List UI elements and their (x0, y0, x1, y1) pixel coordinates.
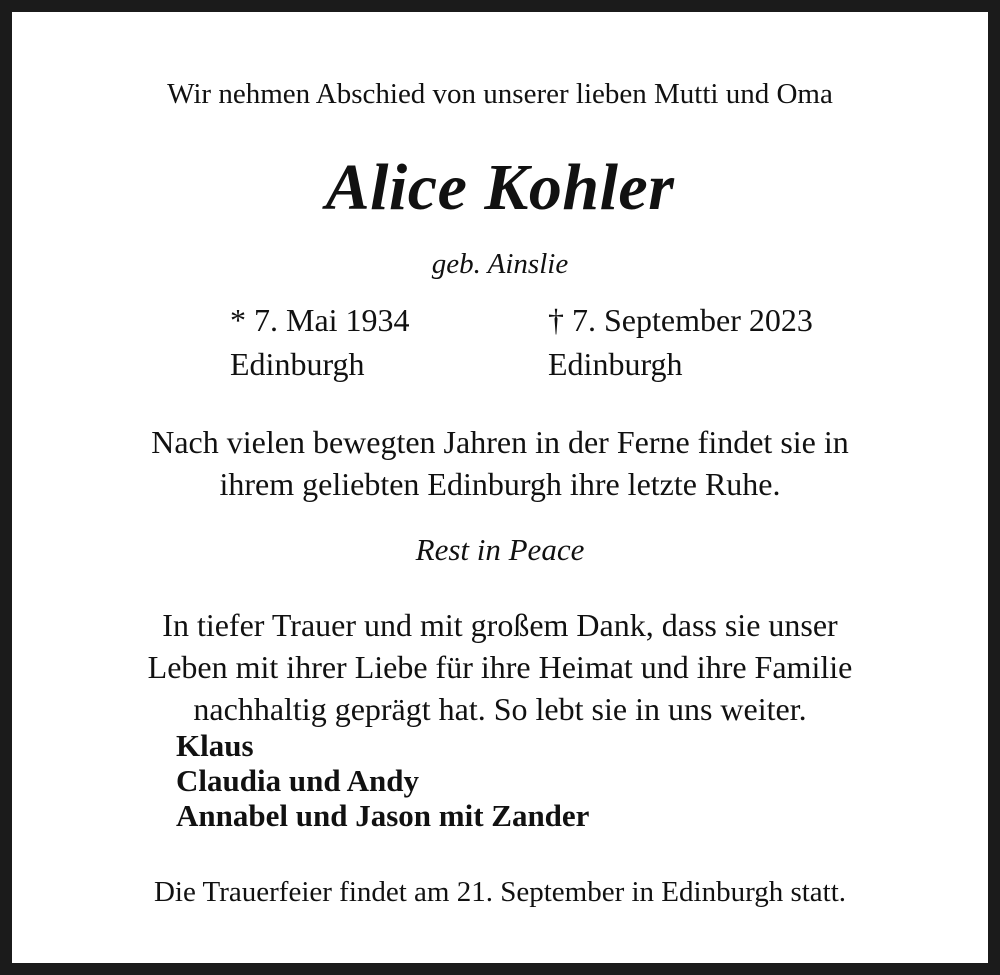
mourner: Annabel und Jason mit Zander (176, 798, 590, 833)
birth-place: Edinburgh (230, 346, 365, 382)
deceased-name: Alice Kohler (325, 151, 675, 224)
mourners-list (176, 728, 589, 833)
gratitude-line: In tiefer Trauer und mit großem Dank, dass sie unser (162, 607, 838, 643)
gratitude-line: nachhaltig geprägt hat. So lebt sie in uns weiter. (193, 691, 807, 727)
death-block (548, 298, 813, 386)
birth-date: * 7. Mai 1934 (230, 302, 410, 338)
birth-block (230, 298, 410, 386)
gratitude-paragraph (12, 604, 988, 730)
death-place: Edinburgh (548, 346, 683, 382)
intro-line: Wir nehmen Abschied von unserer lieben Mutti und Oma (167, 78, 833, 110)
death-date: † 7. September 2023 (548, 302, 813, 338)
mourner: Klaus (176, 728, 254, 763)
memorial-line: ihrem geliebten Edinburgh ihre letzte Ruhe. (219, 466, 781, 502)
memorial-line: Nach vielen bewegten Jahren in der Ferne findet sie in (151, 424, 849, 460)
motto: Rest in Peace (415, 532, 585, 567)
gratitude-line: Leben mit ihrer Liebe für ihre Heimat und ihre Familie (147, 649, 853, 685)
memorial-paragraph (12, 421, 988, 505)
mourner: Claudia und Andy (176, 763, 419, 798)
funeral-note: Die Trauerfeier findet am 21. September in Edinburgh statt. (153, 876, 847, 908)
maiden-name: geb. Ainslie (431, 248, 569, 280)
